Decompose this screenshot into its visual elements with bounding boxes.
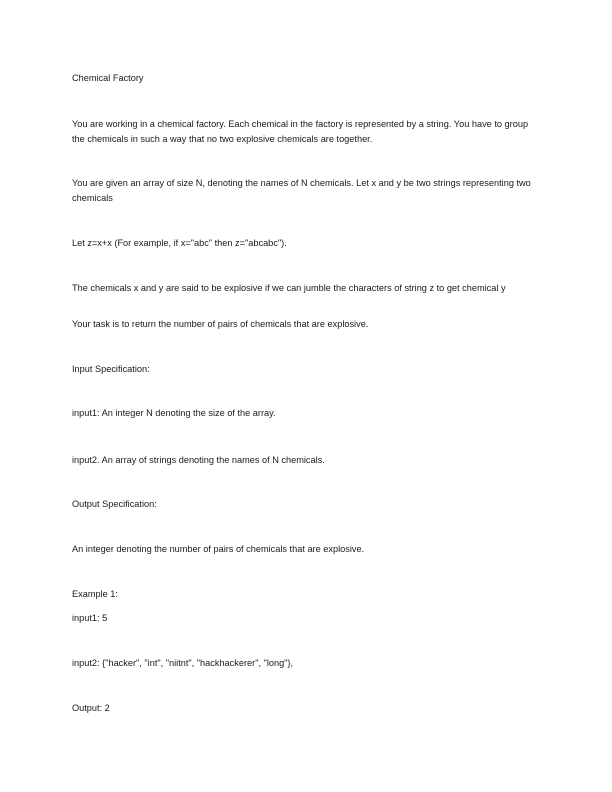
document-title: Chemical Factory	[72, 73, 144, 83]
paragraph-let-z: Let z=x+x (For example, if x="abc" then z="abcabc").	[72, 238, 287, 248]
output-description: An integer denoting the number of pairs of chemicals that are explosive.	[72, 544, 365, 554]
paragraph-given-array: You are given an array of size N, denoting the names of N chemicals. Let x and y be two strings representing two chemicals	[72, 178, 531, 203]
paragraph-explosive-definition: The chemicals x and y are said to be explosive if we can jumble the characters of string z to get chemical y	[72, 283, 506, 293]
example1-heading: Example 1:	[72, 589, 118, 599]
input2-description: input2. An array of strings denoting the names of N chemicals.	[72, 455, 325, 465]
input-specification-heading: Input Specification:	[72, 364, 150, 374]
input1-description: input1: An integer N denoting the size of the array.	[72, 408, 276, 418]
paragraph-intro: You are working in a chemical factory. Each chemical in the factory is represented by a string. You have to group the chemicals in such a way that no two explosive chemicals are together.	[72, 119, 529, 144]
output-specification-heading: Output Specification:	[72, 499, 157, 509]
example1-output: Output: 2	[72, 703, 110, 713]
example1-input1: input1: 5	[72, 613, 108, 623]
example1-input2: input2: {"hacker", "int", "niitnt", "hackhackerer", "long"},	[72, 658, 294, 668]
paragraph-task: Your task is to return the number of pairs of chemicals that are explosive.	[72, 319, 369, 329]
